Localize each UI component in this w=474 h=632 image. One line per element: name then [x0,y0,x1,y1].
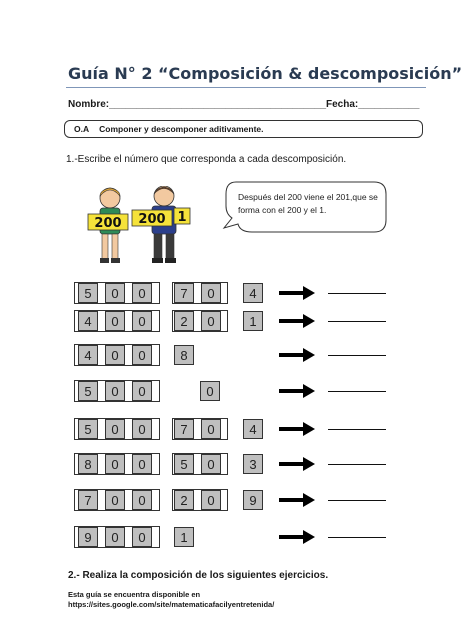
answer-blank-line[interactable] [328,429,386,430]
ones-digit: 4 [243,283,263,303]
right-arrow-icon [279,314,315,328]
answer-blank-line[interactable] [328,293,386,294]
decomposition-row [0,417,474,443]
ones-digit: 9 [243,490,263,510]
footer-link[interactable]: https://sites.google.com/site/matematicafacilyentretenida/ [68,600,275,609]
answer-blank-line[interactable] [328,321,386,322]
tens-digit: 2 [174,490,194,510]
tens-digit: 0 [201,454,221,474]
hundreds-digit: 9 [78,527,98,547]
hundreds-digit: 0 [105,345,125,365]
name-date-line: Nombre:_______________________________________Fecha:___________ [68,99,420,110]
right-arrow-icon [279,348,315,362]
decomposition-row [0,452,474,478]
tens-digit: 0 [200,381,220,401]
right-arrow-icon [279,493,315,507]
hundreds-digit: 0 [105,283,125,303]
tens-digit: 7 [174,419,194,439]
hundreds-digit: 0 [132,381,152,401]
hundreds-digit: 0 [132,311,152,331]
decomposition-row [0,343,474,369]
hundreds-digit: 5 [78,381,98,401]
hundreds-digit: 0 [105,527,125,547]
question-1-instruction: 1.-Escribe el número que corresponda a cada descomposición. [66,154,347,165]
tens-digit: 0 [201,283,221,303]
hundreds-digit: 0 [132,490,152,510]
right-arrow-icon [279,457,315,471]
right-arrow-icon [279,286,315,300]
answer-blank-line[interactable] [328,537,386,538]
hundreds-digit: 0 [105,311,125,331]
right-arrow-icon [279,530,315,544]
decomposition-row [0,525,474,551]
hundreds-digit: 0 [105,419,125,439]
kid1-sign-text: 200 [94,216,122,231]
kid2-sign-text: 200 [138,212,166,227]
tens-digit: 2 [174,311,194,331]
tens-digit: 0 [201,490,221,510]
kid2-sign-extra-text: 1 [177,210,187,225]
ones-digit: 4 [243,419,263,439]
tens-digit: 1 [174,527,194,547]
answer-blank-line[interactable] [328,500,386,501]
hundreds-digit: 0 [105,454,125,474]
tens-digit: 7 [174,283,194,303]
objective-text: Componer y descomponer aditivamente. [99,124,264,134]
tens-digit: 0 [201,419,221,439]
hundreds-digit: 5 [78,283,98,303]
hundreds-digit: 0 [105,490,125,510]
kids-illustration [86,186,206,268]
question-2-instruction: 2.- Realiza la composición de los siguientes ejercicios. [68,570,329,581]
speech-bubble-text: Después del 200 viene el 201,que se forma con el 200 y el 1. [238,192,378,215]
hundreds-digit: 0 [132,527,152,547]
answer-blank-line[interactable] [328,464,386,465]
right-arrow-icon [279,422,315,436]
tens-digit: 5 [174,454,194,474]
tens-digit: 8 [174,345,194,365]
right-arrow-icon [279,384,315,398]
hundreds-digit: 0 [105,381,125,401]
page-title: Guía N° 2 “Composición & descomposición” [68,64,463,83]
hundreds-digit: 0 [132,454,152,474]
decomposition-row [0,488,474,514]
ones-digit: 1 [243,311,263,331]
hundreds-digit: 0 [132,345,152,365]
objective-code: O.A [74,124,90,134]
tens-digit: 0 [201,311,221,331]
footer-note [68,590,274,610]
hundreds-digit: 4 [78,345,98,365]
hundreds-digit: 8 [78,454,98,474]
hundreds-digit: 4 [78,311,98,331]
hundreds-digit: 0 [132,419,152,439]
decomposition-row [0,379,474,405]
hundreds-digit: 0 [132,283,152,303]
title-divider [66,87,426,88]
hundreds-digit: 5 [78,419,98,439]
ones-digit: 3 [243,454,263,474]
hundreds-digit: 7 [78,490,98,510]
answer-blank-line[interactable] [328,391,386,392]
decomposition-row [0,281,474,307]
answer-blank-line[interactable] [328,355,386,356]
decomposition-row [0,309,474,335]
objective-box [64,120,423,138]
footer-line-1: Esta guía se encuentra disponible en [68,590,201,599]
